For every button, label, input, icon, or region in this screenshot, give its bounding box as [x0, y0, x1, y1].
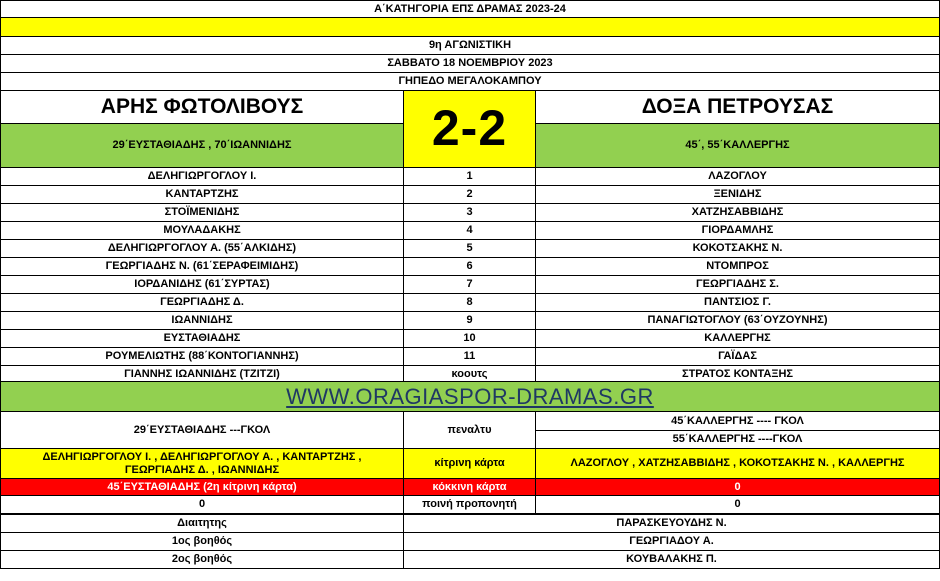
lineup-number: κοουτς — [403, 365, 536, 384]
lineup-home-player: ΡΟΥΜΕΛΙΩΤΗΣ (88΄ΚΟΝΤΟΓΙΑΝΝΗΣ) — [0, 347, 404, 366]
coach-penalty-label: ποινή προπονητή — [403, 495, 536, 514]
lineup-number: 5 — [403, 239, 536, 258]
lineup-away-player: ΠΑΝΑΓΙΩΤΟΓΛΟΥ (63΄ΟΥΖΟΥΝΗΣ) — [535, 311, 940, 330]
lineup-number: 6 — [403, 257, 536, 276]
lineup-away-player: ΓΑΪΔΑΣ — [535, 347, 940, 366]
lineup-away-player: ΚΟΚΟΤΣΑΚΗΣ Ν. — [535, 239, 940, 258]
lineup-away-player: ΓΙΟΡΔΑΜΛΗΣ — [535, 221, 940, 240]
home-team-name: ΑΡΗΣ ΦΩΤΟΛΙΒΟΥΣ — [0, 90, 404, 124]
lineup-number: 8 — [403, 293, 536, 312]
penalty-away-2: 55΄ΚΑΛΛΕΡΓΗΣ ----ΓΚΟΛ — [535, 430, 940, 449]
yellow-cards-away: ΛΑΖΟΓΛΟΥ , ΧΑΤΖΗΣΑΒΒΙΔΗΣ , ΚΟΚΟΤΣΑΚΗΣ Ν. , ΚΑΛΛΕΡΓΗΣ — [535, 448, 940, 479]
lineup-home-player: ΣΤΟΪΜΕΝΙΔΗΣ — [0, 203, 404, 222]
coach-penalty-away: 0 — [535, 495, 940, 514]
lineup-number: 11 — [403, 347, 536, 366]
final-score: 2-2 — [403, 90, 536, 168]
lineup-away-player: ΛΑΖΟΓΛΟΥ — [535, 167, 940, 186]
lineup-number: 10 — [403, 329, 536, 348]
lineup-home-player: ΙΟΡΔΑΝΙΔΗΣ (61΄ΣΥΡΤΑΣ) — [0, 275, 404, 294]
website-link[interactable]: WWW.ORAGIASPOR-DRAMAS.GR — [0, 381, 940, 412]
lineup-number: 3 — [403, 203, 536, 222]
yellow-cards-label: κίτρινη κάρτα — [403, 448, 536, 479]
lineup-number: 1 — [403, 167, 536, 186]
lineup-away-player: ΚΑΛΛΕΡΓΗΣ — [535, 329, 940, 348]
lineup-home-player: ΓΕΩΡΓΙΑΔΗΣ Δ. — [0, 293, 404, 312]
lineup-home-player: ΔΕΛΗΓΙΩΡΓΟΓΛΟΥ Α. (55΄ΑΛΚΙΔΗΣ) — [0, 239, 404, 258]
lineup-home-player: ΙΩΑΝΝΙΔΗΣ — [0, 311, 404, 330]
lineup-away-player: ΓΕΩΡΓΙΑΔΗΣ Σ. — [535, 275, 940, 294]
lineup-number: 7 — [403, 275, 536, 294]
lineup-home-player: ΜΟΥΛΑΔΑΚΗΣ — [0, 221, 404, 240]
penalty-home: 29΄ΕΥΣΤΑΘΙΑΔΗΣ ---ΓΚΟΛ — [0, 411, 404, 449]
home-scorers: 29΄ΕΥΣΤΑΘΙΑΔΗΣ , 70΄ΙΩΑΝΝΙΔΗΣ — [0, 123, 404, 168]
away-team-name: ΔΟΞΑ ΠΕΤΡΟΥΣΑΣ — [535, 90, 940, 124]
round-label: 9η ΑΓΩΝΙΣΤΙΚΗ — [0, 36, 940, 55]
penalty-label: πεναλτυ — [403, 411, 536, 449]
competition-title: Α΄ΚΑΤΗΓΟΡΙΑ ΕΠΣ ΔΡΑΜΑΣ 2023-24 — [0, 0, 940, 18]
assistant-2-role: 2ος βοηθός — [0, 550, 404, 569]
lineup-home-player: ΕΥΣΤΑΘΙΑΔΗΣ — [0, 329, 404, 348]
lineup-away-player: ΞΕΝΙΔΗΣ — [535, 185, 940, 204]
assistant-1-role: 1ος βοηθός — [0, 532, 404, 551]
assistant-1-name: ΓΕΩΡΓΙΑΔΟΥ Α. — [403, 532, 940, 551]
lineup-number: 2 — [403, 185, 536, 204]
match-date: ΣΑΒΒΑΤΟ 18 ΝΟΕΜΒΡΙΟΥ 2023 — [0, 54, 940, 73]
assistant-2-name: ΚΟΥΒΑΛΑΚΗΣ Π. — [403, 550, 940, 569]
penalty-away-1: 45΄ΚΑΛΛΕΡΓΗΣ ---- ΓΚΟΛ — [535, 411, 940, 431]
lineup-away-player: ΣΤΡΑΤΟΣ ΚΟΝΤΑΞΗΣ — [535, 365, 940, 384]
lineup-number: 4 — [403, 221, 536, 240]
yellow-cards-home: ΔΕΛΗΓΙΩΡΓΟΓΛΟΥ Ι. , ΔΕΛΗΓΙΩΡΓΟΓΛΟΥ Α. , ΚΑΝΤΑΡΤΖΗΣ , ΓΕΩΡΓΙΑΔΗΣ Δ. , ΙΩΑΝΝΙΔΗΣ — [0, 448, 404, 479]
venue: ΓΗΠΕΔΟ ΜΕΓΑΛΟΚΑΜΠΟΥ — [0, 72, 940, 91]
red-cards-label: κόκκινη κάρτα — [403, 478, 536, 496]
lineup-home-player: ΔΕΛΗΓΙΩΡΓΟΓΛΟΥ Ι. — [0, 167, 404, 186]
yellow-band — [0, 17, 940, 37]
lineup-away-player: ΝΤΟΜΠΡΟΣ — [535, 257, 940, 276]
red-cards-away: 0 — [535, 478, 940, 496]
lineup-home-player: ΓΙΑΝΝΗΣ ΙΩΑΝΝΙΔΗΣ (ΤΖΙΤΖΙ) — [0, 365, 404, 384]
lineup-number: 9 — [403, 311, 536, 330]
red-cards-home: 45΄ΕΥΣΤΑΘΙΑΔΗΣ (2η κίτρινη κάρτα) — [0, 478, 404, 496]
lineup-away-player: ΠΑΝΤΣΙΟΣ Γ. — [535, 293, 940, 312]
lineup-away-player: ΧΑΤΖΗΣΑΒΒΙΔΗΣ — [535, 203, 940, 222]
coach-penalty-home: 0 — [0, 495, 404, 514]
lineup-home-player: ΚΑΝΤΑΡΤΖΗΣ — [0, 185, 404, 204]
away-scorers: 45΄, 55΄ΚΑΛΛΕΡΓΗΣ — [535, 123, 940, 168]
referee-name: ΠΑΡΑΣΚΕΥΟΥΔΗΣ Ν. — [403, 514, 940, 533]
lineup-home-player: ΓΕΩΡΓΙΑΔΗΣ Ν. (61΄ΣΕΡΑΦΕΙΜΙΔΗΣ) — [0, 257, 404, 276]
referee-role: Διαιτητης — [0, 514, 404, 533]
